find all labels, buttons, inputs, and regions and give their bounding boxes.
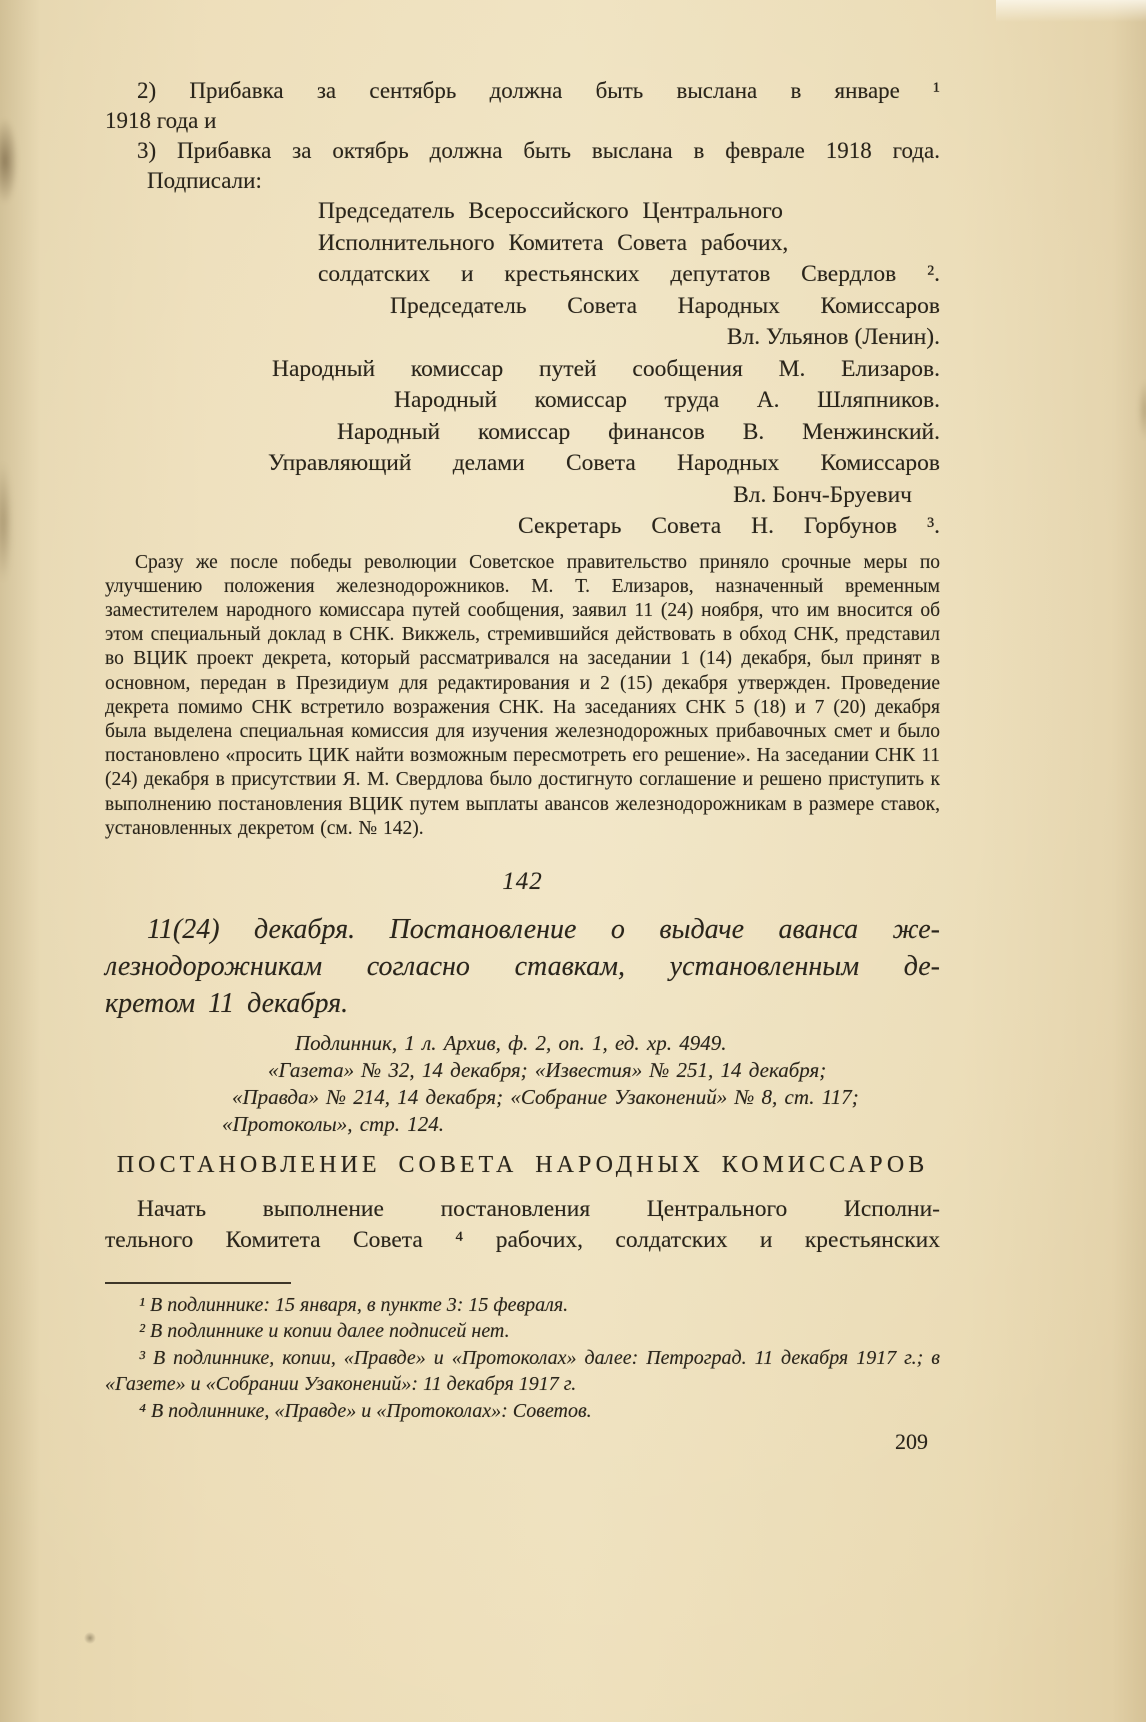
signature-line: Председатель Всероссийского Центрального <box>318 198 783 224</box>
footnote: ⁴ В подлиннике, «Правде» и «Протоколах»: Советов. <box>139 1399 592 1422</box>
signature-line: Народный комиссар труда А. Шляпников. <box>394 387 940 413</box>
entry-heading <box>105 911 940 1022</box>
signature-block <box>105 196 940 543</box>
resolution-item-3: 3) Прибавка за октябрь должна быть выслана в феврале 1918 года. <box>137 138 940 163</box>
entry-heading-line: кретом 11 декабря. <box>105 987 349 1019</box>
source-line: «Правда» № 214, 14 декабря; «Собрание Узаконений» № 8, ст. 117; <box>232 1084 859 1109</box>
entry-heading-line: лезнодорожникам согласно ставкам, установленным де- <box>105 950 940 982</box>
signature-line: солдатских и крестьянских депутатов Свердлов ². <box>318 261 940 287</box>
page-number: 209 <box>895 1429 928 1455</box>
footnote: ² В подлиннике и копии далее подписей нет. <box>139 1320 510 1343</box>
resolution-item-2-line-2: 1918 года и <box>105 108 217 133</box>
entry-number: 142 <box>502 867 543 895</box>
decree-body-line: Начать выполнение постановления Центрального Исполни- <box>137 1195 940 1222</box>
paper-stain <box>0 462 12 582</box>
footnote-separator <box>105 1282 291 1284</box>
paper-edge-highlight <box>996 0 1146 22</box>
resolution-item-2-line-1: 2) Прибавка за сентябрь должна быть выслана в январе ¹ <box>137 78 940 103</box>
signed-label: Подписали: <box>147 168 262 193</box>
footnotes-block <box>105 1292 940 1425</box>
source-line: «Газета» № 32, 14 декабря; «Известия» № 251, 14 декабря; <box>268 1057 827 1082</box>
signature-line: Народный комиссар путей сообщения М. Елизаров. <box>272 355 940 382</box>
source-reference-block <box>105 1030 940 1138</box>
signature-line: Вл. Бонч-Бруевич <box>733 481 912 508</box>
page-content <box>105 76 940 1456</box>
signature-line: Секретарь Совета Н. Горбунов ³. <box>518 513 940 539</box>
entry-heading-line: 11(24) декабря. Постановление о выдаче аванса же- <box>147 913 940 945</box>
signature-line: Управляющий делами Совета Народных Комиссаров <box>268 450 940 476</box>
signature-line: Исполнительного Комитета Совета рабочих, <box>318 229 789 256</box>
editorial-commentary: Сразу же после победы революции Советское правительство приняло срочные меры по улучшению положения железнодорожников. М. Т. Елизаров, назначенный временным заместителем народного комиссара путей сообщения, заявил 11 (24) ноября, что им вносится об этом специальный доклад в СНК. Викжель, стремившийся действовать в обход СНК, представил во ВЦИК проект декрета, который рассматривался на заседании 1 (14) декабря, был принят в основном, передан в Президиум для редактирования и 2 (15) декабря утвержден. Проведение декрета помимо СНК встретило возражения СНК. На заседаниях СНК 5 (18) и 7 (20) декабря была выделена специальная комиссия для изучения железнодорожных прибавочных смет и было постановлено «просить ЦИК найти возможным пересмотреть его решение». На заседании СНК 11 (24) декабря в присутствии Я. М. Свердлова было достигнуто соглашение и решено приступить к выполнению постановления ВЦИК путем выплаты авансов железнодорожникам в размере ставок, установленных декретом (см. № 142). <box>105 551 940 839</box>
signature-line: Народный комиссар финансов В. Менжинский. <box>337 418 940 445</box>
source-line: Подлинник, 1 л. Архив, ф. 2, оп. 1, ед. хр. 4949. <box>295 1030 727 1055</box>
decree-title: ПОСТАНОВЛЕНИЕ СОВЕТА НАРОДНЫХ КОМИССАРОВ <box>116 1151 929 1178</box>
signature-line: Вл. Ульянов (Ленин). <box>726 324 940 350</box>
paper-stain <box>84 1632 96 1644</box>
paper-stain <box>1138 380 1146 440</box>
footnote: ³ В подлиннике, копии, «Правде» и «Протоколах» далее: Петроград. 11 декабря 1917 г.; в «Газете» и «Собрании Узаконений»: 11 декабря 1917 г. <box>105 1346 940 1396</box>
footnote: ¹ В подлиннике: 15 января, в пункте 3: 15 февраля. <box>139 1293 569 1316</box>
paper-stain <box>0 118 18 204</box>
decree-body <box>105 1194 940 1256</box>
source-line: «Протоколы», стр. 124. <box>222 1111 444 1136</box>
decree-body-line: тельного Комитета Совета ⁴ рабочих, солдатских и крестьянских <box>105 1226 940 1253</box>
signature-line: Председатель Совета Народных Комиссаров <box>390 292 940 319</box>
